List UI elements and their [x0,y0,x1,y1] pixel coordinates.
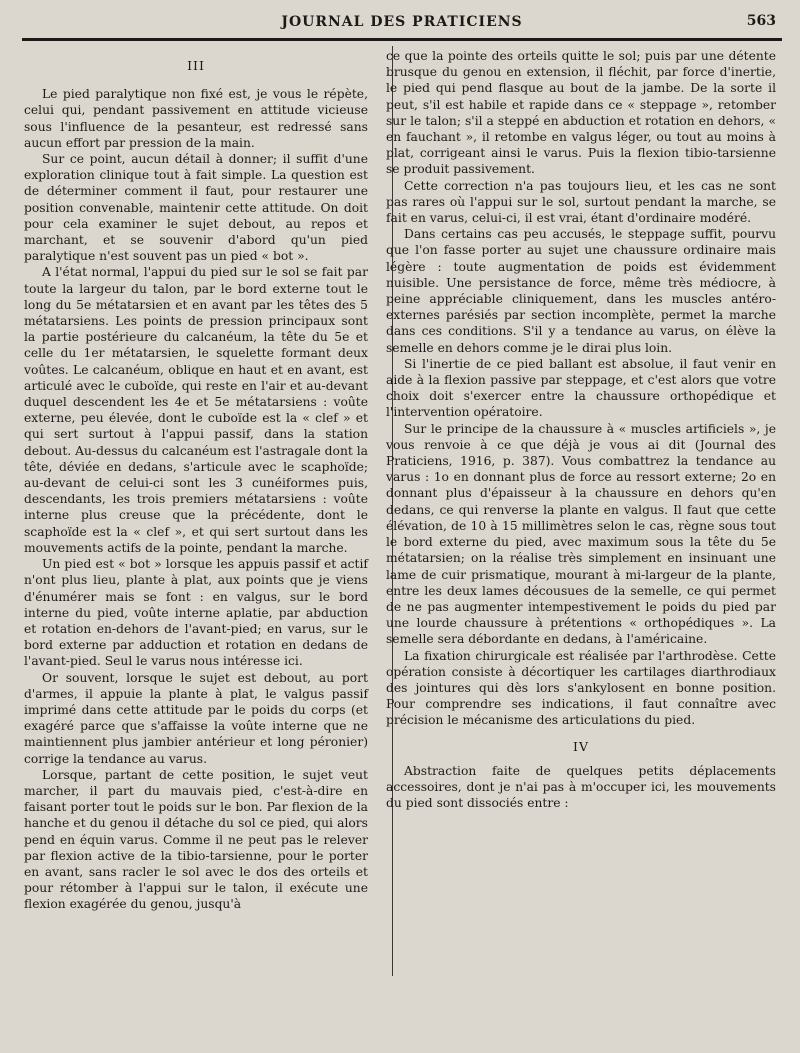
paragraph: Sur ce point, aucun détail à donner; il suffit d'une exploration clinique tout à fait simple. La question est de déterminer comment il faut, pour restaurer une position convenable, maintenir cette attitude. On doit pour cela examiner le sujet debout, au repos et marchant, et se souvenir d'abord qu'un pied paralytique n'est souvent pas un pied « bot ». [24,152,368,264]
paragraph: La fixation chirurgicale est réalisée par l'arthrodèse. Cette opération consiste à décortiquer les cartilages diarthrodiaux des jointures qui dès lors s'ankylosent en bonne position. Pour comprendre ses indications, il faut connaître avec précision le mécanisme des articulations du pied. [386,648,776,728]
paragraph: Le pied paralytique non fixé est, je vous le répète, celui qui, pendant passivement en attitude vicieuse sous l'influence de la pesanteur, est redressé sans aucun effort par pression de la main. [24,87,368,150]
section-heading-iv: IV [573,738,589,754]
journal-title: JOURNAL DES PRATICIENS [281,14,523,30]
paragraph: Lorsque, partant de cette position, le sujet veut marcher, il part du mauvais pied, c'est-à-dire en faisant porter tout le poids sur le bon. Par flexion de la hanche et du genou il détache du sol ce pied, qui alors pend en équin varus. Comme il ne peut pas le relever par flexion active de la tibio-tarsienne, pour le porter en avant, sans racler le sol avec le dos des orteils et pour rétomber à l'appui sur le talon, il exécute une flexion exagérée du genou, jusqu'à [24,767,368,912]
paragraph: A l'état normal, l'appui du pied sur le sol se fait par toute la largeur du talon, par le bord externe tout le long du 5e métatarsien et en avant par les têtes des 5 métatarsiens. Les points de pression principaux sont la partie postérieure du calcanéum, la tête du 5e et celle du 1er métatarsien, le squelette formant deux voûtes. Le calcanéum, oblique en haut et en avant, est articulé avec le cuboïde, qui reste en l'air et au-devant duquel descendent les 4e et 5e métatarsiens : voûte externe, peu élevée, dont le cuboïde est la « clef » et qui sert surtout à l'appui passif, dans la station debout. Au-dessus du calcanéum est l'astragale dont la tête, déviée en dedans, s'articule avec le scaphoïde; au-devant de celui-ci sont les 3 cunéiformes puis, descendants, les trois premiers métatarsiens : voûte interne plus creuse que la précédente, dont le scaphoïde est la « clef », et qui sert surtout dans les mouvements actifs de la pointe, pendant la marche. [24,265,368,555]
paragraph: Si l'inertie de ce pied ballant est absolue, il faut venir en aide à la flexion passive par steppage, et c'est alors que votre choix doit s'exercer entre la chaussure orthopédique et l'intervention opératoire. [386,356,776,420]
left-column [24,50,368,913]
paragraph: Dans certains cas peu accusés, le steppage suffit, pourvu que l'on fasse porter au sujet une chaussure ordinaire mais légère : toute augmentation de poids est évidemment nuisible. Une persistance de force, même très médiocre, à peine appréciable cliniquement, dans les muscles antéro-externes parésiés par section incomplète, permet la marche dans ces conditions. S'il y a tendance au varus, on élève la semelle en dehors comme je le dirai plus loin. [386,227,776,355]
section-heading-iii: III [187,58,205,73]
right-column [386,48,776,811]
paragraph: Sur le principe de la chaussure à « muscles artificiels », je vous renvoie à ce que déjà je vous ai dit (Journal des Praticiens, 1916, p. 387). Vous combattrez la tendance au varus : 1o en donnant plus de force au ressort externe; 2o en donnant plus d'épaisseur à la chaussure en dehors qu'en dedans, ce qui renverse la plante en valgus. Il faut que cette élévation, de 10 à 15 millimètres selon le cas, règne sous tout le bord externe du pied, avec maximum sous la tête du 5e métatarsien; on la réalise très simplement en insinuant une lame de cuir prismatique, mourant à mi-largeur de la plante, entre les deux lames décousues de la semelle, ce qui permet de ne pas augmenter intempestivement le poids du pied par une lourde chaussure à prétentions « orthopédiques ». La semelle sera débordante en dedans, à l'américaine. [386,421,776,647]
paragraph-continued: ce que la pointe des orteils quitte le sol; puis par une détente brusque du genou en extension, il fléchit, par force d'inertie, le pied qui pend flasque au bout de la jambe. De la sorte il peut, s'il est habile et rapide dans ce « steppage », retomber sur le talon; s'il a steppé en abduction et rotation en dehors, « en fauchant », il retombe en valgus léger, ou tout au moins à plat, corrigeant ainsi le varus. Puis la flexion tibio-tarsienne se produit passivement. [386,49,776,177]
paragraph: Un pied est « bot » lorsque les appuis passif et actif n'ont plus lieu, plante à plat, aux points que je viens d'énumérer mais se font : en valgus, sur le bord interne du pied, voûte interne aplatie, par abduction et rotation en-dehors de l'avant-pied; en varus, sur le bord externe par adduction et rotation en dedans de l'avant-pied. Seul le varus nous intéresse ici. [24,557,368,669]
paragraph: Or souvent, lorsque le sujet est debout, au port d'armes, il appuie la plante à plat, le valgus passif imprimé dans cette attitude par le poids du corps (et exagéré parce que s'affaisse la voûte interne que ne maintiennent plus jambier antérieur et long péronier) corrige la tendance au varus. [24,670,368,766]
page-number: 563 [746,13,776,29]
paragraph: Cette correction n'a pas toujours lieu, et les cas ne sont pas rares où l'appui sur le sol, surtout pendant la marche, se fait en varus, celui-ci, il est vrai, étant d'ordinaire modéré. [386,178,776,226]
paragraph: Abstraction faite de quelques petits déplacements accessoires, dont je n'ai pas à m'occuper ici, les mouvements du pied sont dissociés entre : [386,763,776,811]
header-rule [22,38,782,41]
running-header [22,10,782,34]
